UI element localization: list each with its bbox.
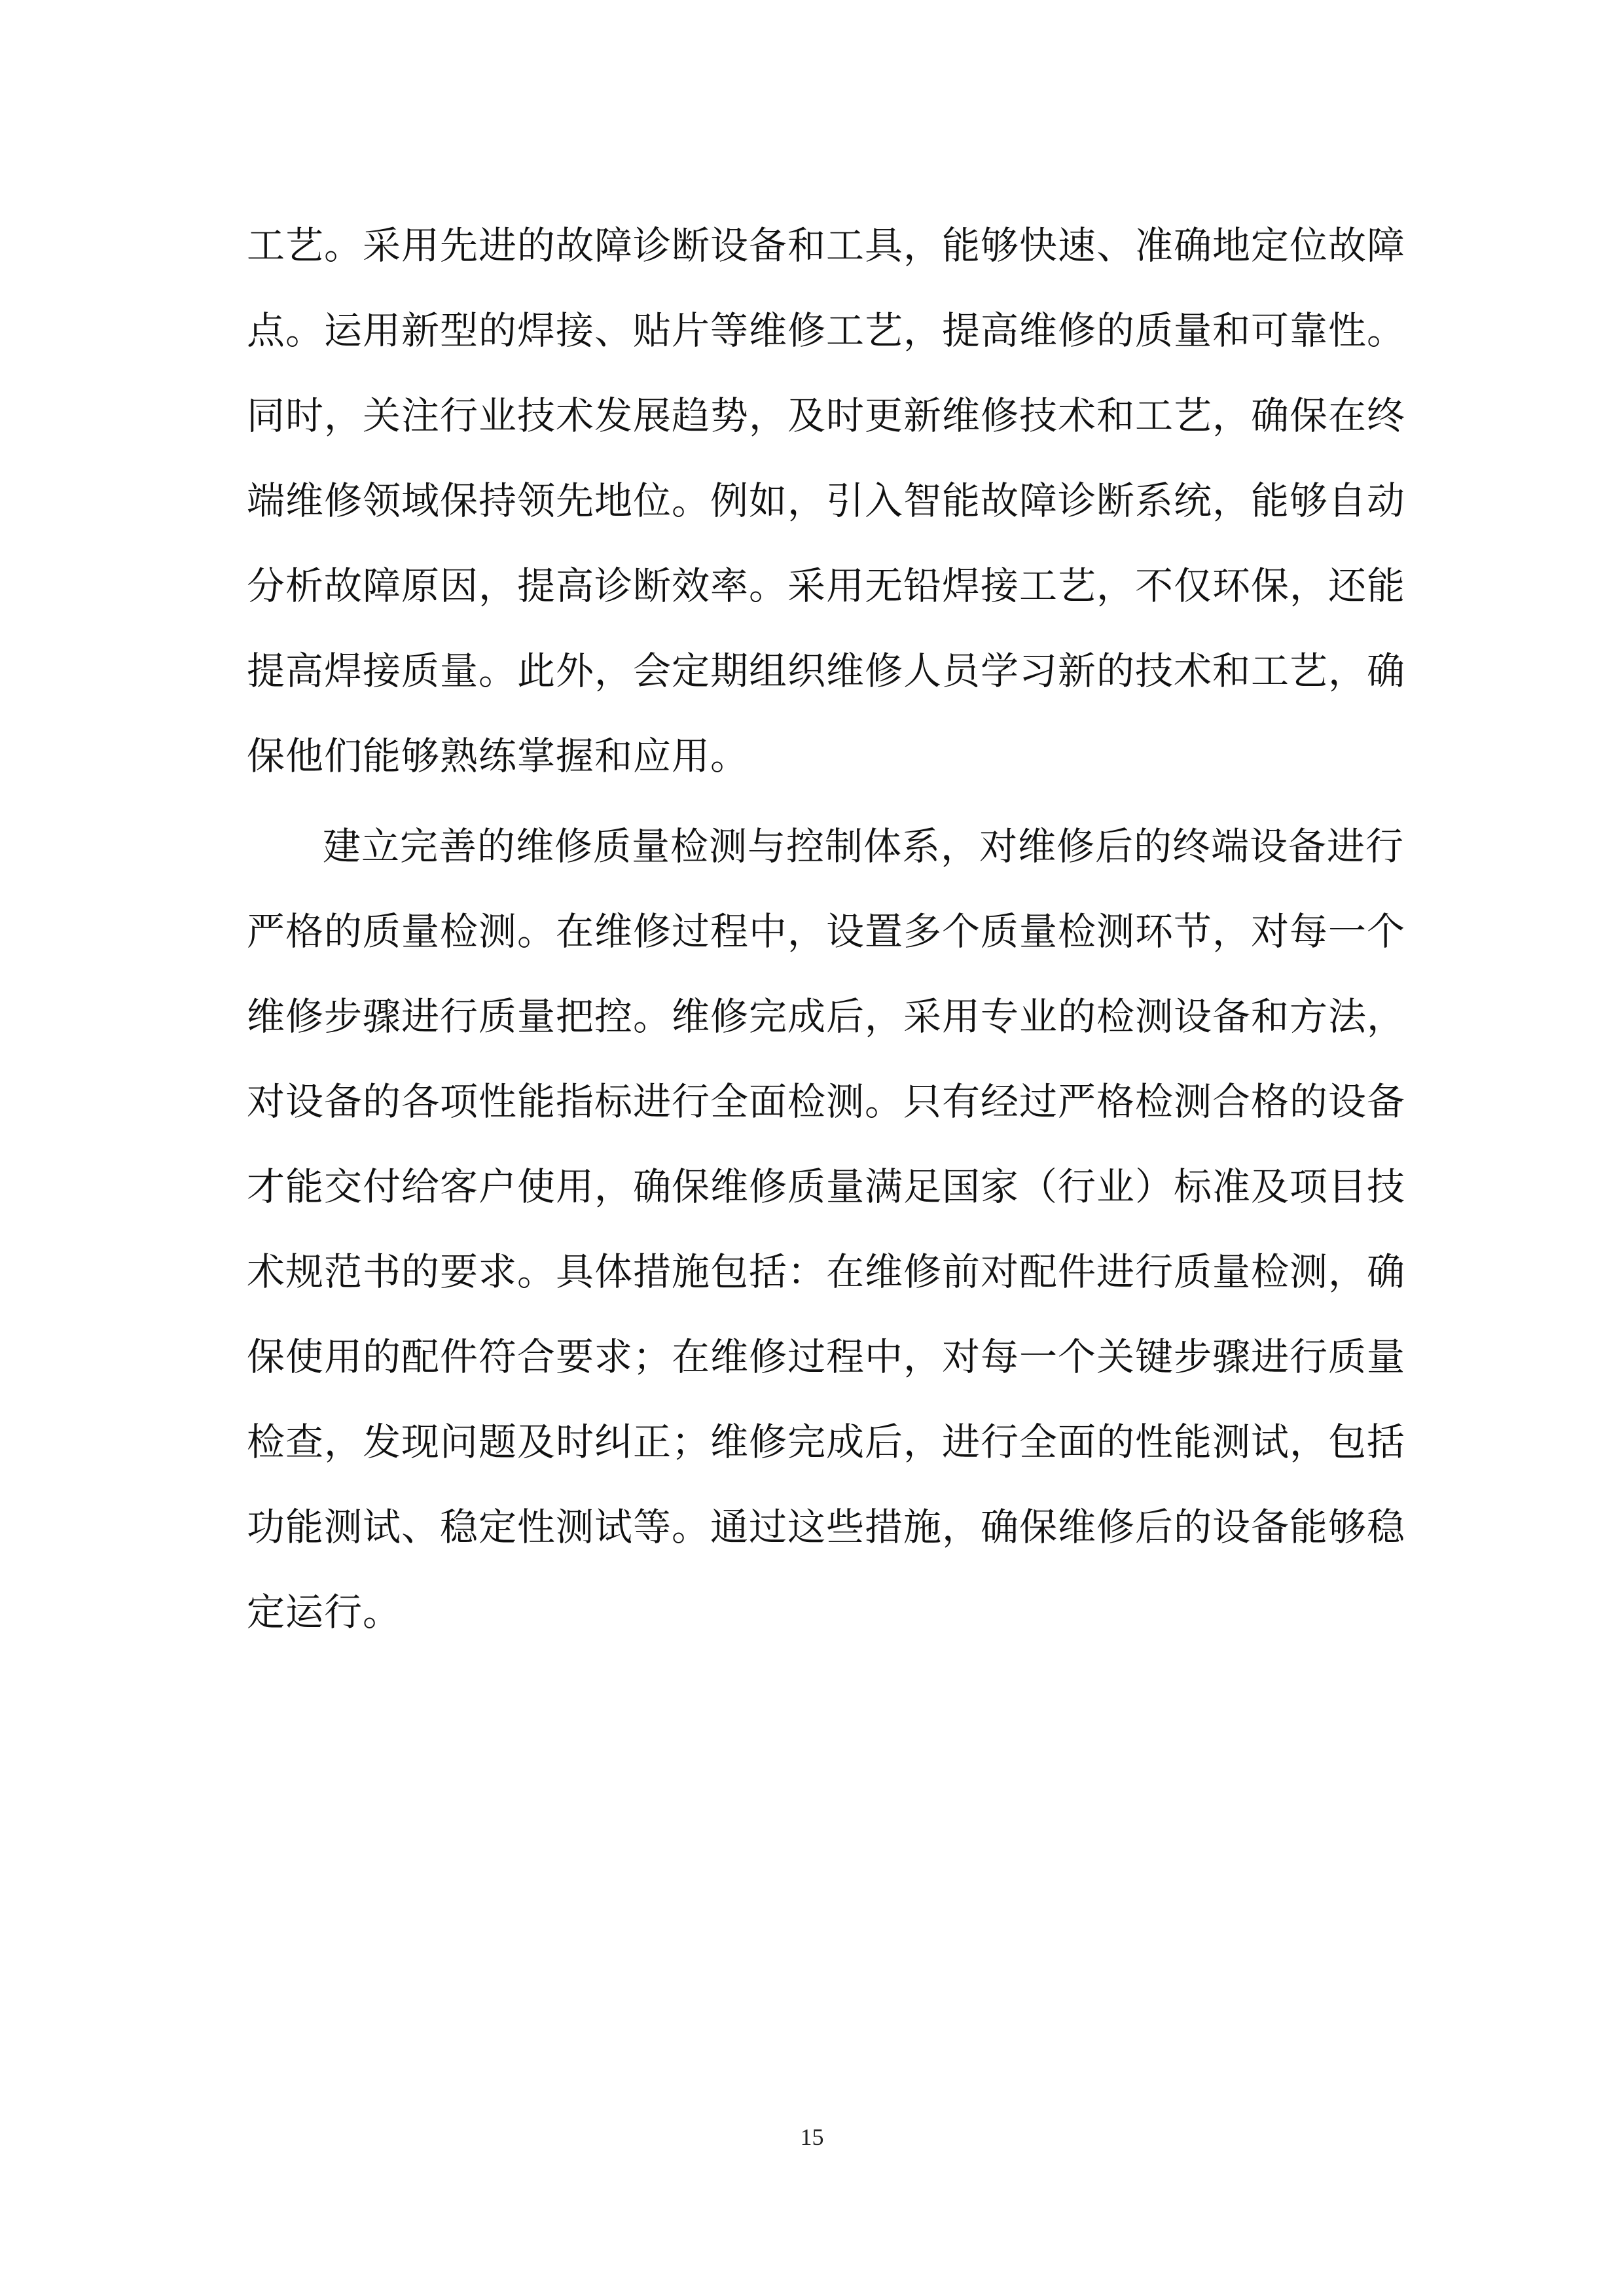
paragraph-2-line: 功能测试、稳定性测试等。通过这些措施，确保维修后的设备能够稳: [247, 1505, 1406, 1549]
paragraph-2: [247, 804, 1406, 1655]
paragraph-2-line: 保使用的配件符合要求；在维修过程中，对每一个关键步骤进行质量: [247, 1335, 1406, 1379]
paragraph-gap: [247, 798, 1386, 804]
paragraph-1-line: 分析故障原因，提高诊断效率。采用无铅焊接工艺，不仅环保，还能: [247, 564, 1406, 608]
paragraph-1-line: 提高焊接质量。此外，会定期组织维修人员学习新的技术和工艺，确: [247, 649, 1406, 693]
paragraph-1: [247, 203, 1406, 798]
body-text: [247, 203, 1406, 1655]
paragraph-2-line: 维修步骤进行质量把控。维修完成后，采用专业的检测设备和方法，: [247, 994, 1406, 1039]
paragraph-1-line: 端维修领域保持领先地位。例如，引入智能故障诊断系统，能够自动: [247, 478, 1406, 523]
paragraph-2-line: 定运行。: [247, 1590, 402, 1634]
paragraph-1-line: 工艺。采用先进的故障诊断设备和工具，能够快速、准确地定位故障: [247, 223, 1406, 268]
paragraph-1-line: 保他们能够熟练掌握和应用。: [247, 734, 749, 778]
paragraph-2-first-line: 建立完善的维修质量检测与控制体系，对维修后的终端设备进行: [323, 824, 1405, 869]
page-number: 15: [800, 2124, 824, 2150]
paragraph-2-line: 严格的质量检测。在维修过程中，设置多个质量检测环节，对每一个: [247, 909, 1406, 954]
paragraph-2-line: 对设备的各项性能指标进行全面检测。只有经过严格检测合格的设备: [247, 1079, 1406, 1124]
paragraph-1-line: 点。运用新型的焊接、贴片等维修工艺，提高维修的质量和可靠性。: [247, 308, 1406, 353]
paragraph-2-line: 术规范书的要求。具体措施包括：在维修前对配件进行质量检测，确: [247, 1249, 1406, 1294]
paragraph-1-line: 同时，关注行业技术发展趋势，及时更新维修技术和工艺，确保在终: [247, 393, 1406, 438]
paragraph-2-line: 才能交付给客户使用，确保维修质量满足国家（行业）标准及项目技: [247, 1164, 1406, 1209]
paragraph-2-line: 检查，发现问题及时纠正；维修完成后，进行全面的性能测试，包括: [247, 1420, 1406, 1464]
